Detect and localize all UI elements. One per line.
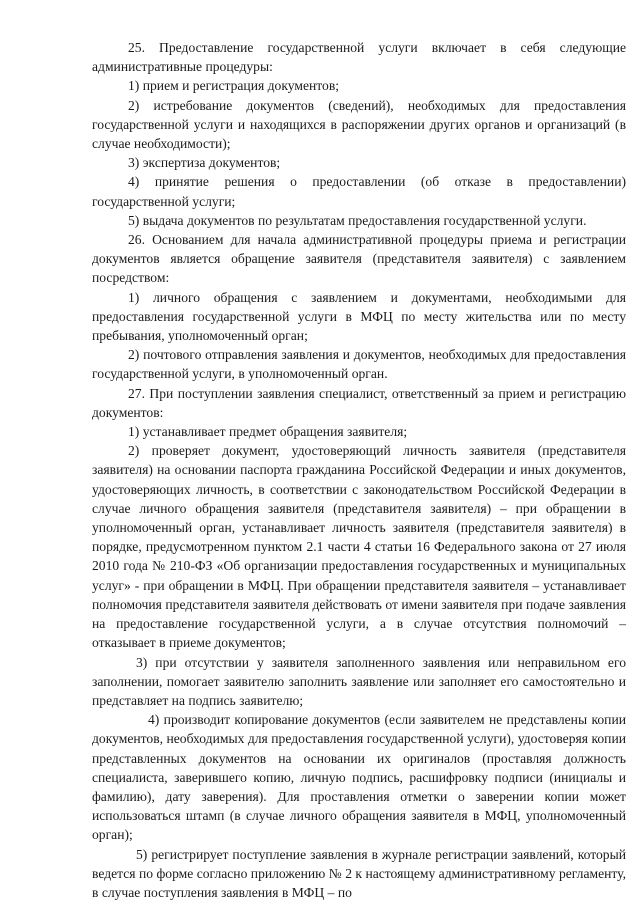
list-item-3: 3) экспертиза документов;: [128, 155, 281, 171]
list-item-1: 1) прием и регистрация документов;: [128, 78, 340, 94]
list-item-27-2: 2) проверяет документ, удостоверяющий личность заявителя (представителя заявителя) на основании паспорта гражданина Российской Федерации и иных документов, удостоверяющих личность, в соответствии с законодательством Российской Федерации в случае личного обращения заявителя (представителя заявителя) – при обращении в уполномоченный орган, устанавливает личность заявителя (представителя заявителя) в порядке, предусмотренном пунктом 2.1 части 4 статьи 16 Федерального закона от 27 июля 2010 года № 210-ФЗ «Об организации предоставления государственных и муниципальных услуг» - при обращении в МФЦ. При обращении представителя заявителя – устанавливает полномочия представителя заявителя действовать от имени заявителя при подаче заявления на предоставление государственной услуги, а в случае отсутствия полномочий – отказывает в приеме документов;: [92, 443, 626, 651]
list-item-27-1: 1) устанавливает предмет обращения заявителя;: [128, 424, 408, 440]
list-item-27-4: 4) производит копирование документов (если заявителем не представлены копии документов, необходимых для предоставления государственной услуги), удостоверяя копии представленных документов на основании их оригиналов (проставляя должность специалиста, заверившего копию, личную подпись, расшифровку подписи (инициалы и фамилию), дату заверения). Для проставления отметки о заверении копии может использоваться штамп (в случае личного обращения заявителя в МФЦ, уполномоченный орган);: [92, 712, 626, 843]
list-item-26-1: 1) личного обращения с заявлением и документами, необходимыми для предоставления государственной услуги в МФЦ по месту жительства или по месту пребывания, уполномоченный орган;: [92, 289, 626, 344]
list-item-5: 5) выдача документов по результатам предоставления государственной услуги.: [128, 212, 587, 228]
paragraph-25: 25. Предоставление государственной услуги включает в себя следующие административные процедуры:: [92, 40, 626, 75]
list-item-27-5: 5) регистрирует поступление заявления в журнале регистрации заявлений, который ведется по форме согласно приложению № 2 к настоящему административному регламенту, в случае поступления заявления в МФЦ – по: [92, 846, 626, 900]
list-item-27-3: 3) при отсутствии у заявителя заполненного заявления или неправильном его заполнении, помогает заявителю заполнить заявление или заполняет его самостоятельно и представляет на подпись заявителю;: [92, 654, 626, 708]
paragraph-26: 26. Основанием для начала административной процедуры приема и регистрации документов является обращение заявителя (представителя заявителя) с заявлением посредством:: [92, 232, 626, 286]
list-item-4: 4) принятие решения о предоставлении (об отказе в предоставлении) государственной услуги;: [92, 174, 626, 209]
document-body: [92, 38, 626, 902]
paragraph-27: 27. При поступлении заявления специалист, ответственный за прием и регистрацию документов:: [92, 385, 626, 420]
list-item-26-2: 2) почтового отправления заявления и документов, необходимых для предоставления государственной услуги, в уполномоченный орган.: [92, 347, 626, 382]
list-item-2: 2) истребование документов (сведений), необходимых для предоставления государственной услуги и находящихся в распоряжении других органов и организаций (в случае необходимости);: [92, 97, 626, 152]
